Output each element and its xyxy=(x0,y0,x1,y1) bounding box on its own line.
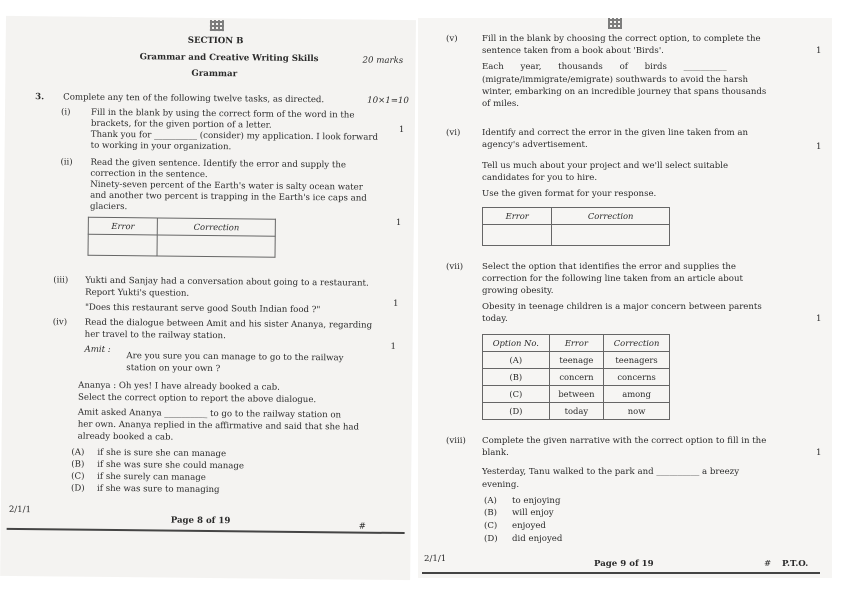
question-instruction: Complete any ten of the following twelve tasks, as directed. xyxy=(63,92,325,106)
item-line: (migrate/immigrate/emigrate) southwards to avoid the harsh xyxy=(482,75,749,85)
section-subtitle: Grammar and Creative Writing Skills xyxy=(139,52,319,65)
item-line: Complete the given narrative with the correct option to fill in the xyxy=(482,436,767,446)
item-line: of miles. xyxy=(482,99,519,109)
option-label: (A) xyxy=(484,496,497,506)
option-label: (D) xyxy=(71,483,85,494)
table-header-error: Error xyxy=(88,217,158,235)
table-cell xyxy=(483,225,552,246)
option-text: if she surely can manage xyxy=(97,471,206,483)
item-mark: 1 xyxy=(816,46,822,56)
item-line: agency's advertisement. xyxy=(482,140,588,150)
table-cell: teenage xyxy=(549,352,603,369)
table-cell: now xyxy=(604,403,670,420)
section-title: SECTION B xyxy=(187,35,244,47)
dialogue-speaker-amit: Amit : xyxy=(84,344,111,355)
question-number: 3. xyxy=(35,92,45,103)
option-text: enjoyed xyxy=(512,521,546,531)
item-line: winter, embarking on an incredible journey that spans thousands xyxy=(482,87,767,97)
item-line: sentence taken from a book about 'Birds'. xyxy=(482,46,664,56)
item-number: (iv) xyxy=(52,317,68,328)
item-line: Fill in the blank by using the correct form of the word in the xyxy=(90,107,355,121)
item-line: growing obesity. xyxy=(482,286,554,296)
section-marks: 20 marks xyxy=(362,55,404,67)
table-row xyxy=(483,386,670,403)
option-label: (D) xyxy=(484,534,498,544)
footer-code: 2/1/1 xyxy=(424,554,447,564)
option-text: did enjoyed xyxy=(512,534,563,544)
item-number: (viii) xyxy=(446,436,466,446)
table-cell xyxy=(88,234,158,256)
item-mark: 1 xyxy=(390,341,397,352)
item-line: "Does this restaurant serve good South Indian food ?" xyxy=(84,302,321,316)
item-number: (iii) xyxy=(53,275,69,286)
report-line: already booked a cab. xyxy=(77,431,174,443)
item-line: Fill in the blank by choosing the correct option, to complete the xyxy=(482,34,761,44)
option-text: if she was sure she could manage xyxy=(97,459,245,472)
item-line: blank. xyxy=(482,448,509,458)
qr-code-icon xyxy=(210,20,224,31)
table-cell: concern xyxy=(549,369,603,386)
footer-rule xyxy=(7,528,405,534)
item-line: Yukti and Sanjay had a conversation about going to a restaurant. xyxy=(85,275,369,289)
option-label: (B) xyxy=(484,508,498,518)
select-instruction: Select the correct option to report the above dialogue. xyxy=(77,392,317,406)
right-page xyxy=(418,18,832,578)
item-line: correction in the sentence. xyxy=(90,168,208,180)
item-line: Tell us much about your project and we'll select suitable xyxy=(482,161,729,171)
option-text: will enjoy xyxy=(512,508,554,518)
footer-page-number: Page 9 of 19 xyxy=(594,559,654,569)
item-mark: 1 xyxy=(816,314,822,324)
table-header-error: Error xyxy=(483,208,552,225)
dialogue-line: station on your own ? xyxy=(126,363,221,375)
item-line: correction for the following line taken from an article about xyxy=(482,274,743,284)
item-line: Each year, thousands of birds __________ xyxy=(482,62,727,72)
table-cell: among xyxy=(604,386,670,403)
section-subtitle-grammar: Grammar xyxy=(191,68,238,80)
table-cell: between xyxy=(549,386,603,403)
item-line: Ninety-seven percent of the Earth's water is salty ocean water xyxy=(90,179,363,193)
table-header: Correction xyxy=(604,335,670,352)
item-line: today. xyxy=(482,314,508,324)
table-cell: concerns xyxy=(604,369,670,386)
item-line: Identify and correct the error in the given line taken from an xyxy=(482,128,749,138)
option-text: if she was sure to managing xyxy=(97,483,220,496)
item-line: Obesity in teenage children is a major concern between parents xyxy=(482,302,762,312)
report-line: her own. Ananya replied in the affirmative and said that she had xyxy=(77,419,360,433)
item-mark: 1 xyxy=(398,124,405,136)
table-cell: (D) xyxy=(483,403,550,420)
table-cell: (A) xyxy=(483,352,550,369)
item-mark: 1 xyxy=(395,217,402,229)
dialogue-line-ananya: Ananya : Oh yes! I have already booked a cab. xyxy=(78,380,280,393)
footer-hash: # xyxy=(358,521,366,532)
footer-rule xyxy=(422,572,820,574)
item-line: Select the option that identifies the error and supplies the xyxy=(482,262,737,272)
table-cell xyxy=(157,235,275,257)
error-correction-table xyxy=(88,217,276,258)
item-line: her travel to the railway station. xyxy=(84,329,226,342)
item-number: (vii) xyxy=(446,262,464,272)
item-line: Read the dialogue between Amit and his sister Ananya, regarding xyxy=(84,317,373,331)
table-header-correction: Correction xyxy=(158,218,276,236)
item-line: Read the given sentence. Identify the error and supply the xyxy=(90,157,347,171)
table-row xyxy=(483,403,670,420)
item-mark: 1 xyxy=(392,298,399,309)
option-table xyxy=(482,334,670,420)
item-line: Yesterday, Tanu walked to the park and __________ a breezy xyxy=(482,467,740,477)
table-header: Option No. xyxy=(483,335,550,352)
option-label: (C) xyxy=(484,521,498,531)
option-label: (B) xyxy=(71,459,85,470)
question-marks: 10×1=10 xyxy=(367,95,409,107)
item-line: candidates for you to hire. xyxy=(482,173,598,183)
report-line: Amit asked Ananya __________ to go to the railway station on xyxy=(77,407,342,421)
table-cell: (B) xyxy=(483,369,550,386)
item-line: glaciers. xyxy=(89,201,128,213)
item-line: Report Yukti's question. xyxy=(85,287,190,299)
table-cell: (C) xyxy=(483,386,550,403)
dialogue-line: Are you sure you can manage to go to the railway xyxy=(126,351,344,364)
item-line: to working in your organization. xyxy=(90,140,232,153)
error-correction-table xyxy=(482,207,670,246)
item-number: (vi) xyxy=(446,128,461,138)
item-line: Use the given format for your response. xyxy=(482,189,657,199)
qr-code-icon xyxy=(608,18,622,29)
table-header: Error xyxy=(549,335,603,352)
item-number: (ii) xyxy=(60,157,73,168)
footer-hash: # xyxy=(764,559,772,569)
item-line: and another two percent is trapping in the Earth's ice caps and xyxy=(90,190,367,204)
table-header-correction: Correction xyxy=(552,208,670,225)
item-line: Thank you for __________ (consider) my application. I look forward xyxy=(90,129,379,143)
table-row xyxy=(483,352,670,369)
table-row xyxy=(483,369,670,386)
footer-pto: P.T.O. xyxy=(782,559,809,569)
option-text: to enjoying xyxy=(512,496,561,506)
table-cell: teenagers xyxy=(604,352,670,369)
footer-page-number: Page 8 of 19 xyxy=(170,515,231,527)
item-line: brackets, for the given portion of a letter. xyxy=(90,118,272,131)
option-label: (A) xyxy=(71,447,85,458)
footer-code: 2/1/1 xyxy=(8,504,32,516)
item-mark: 1 xyxy=(816,448,822,458)
table-cell: today xyxy=(549,403,603,420)
item-line: evening. xyxy=(482,480,520,490)
item-number: (v) xyxy=(446,34,458,44)
table-cell xyxy=(552,225,670,246)
option-label: (C) xyxy=(71,471,85,482)
item-mark: 1 xyxy=(816,142,822,152)
option-text: if she is sure she can manage xyxy=(97,447,227,460)
left-page xyxy=(0,16,416,580)
item-number: (i) xyxy=(60,107,71,118)
